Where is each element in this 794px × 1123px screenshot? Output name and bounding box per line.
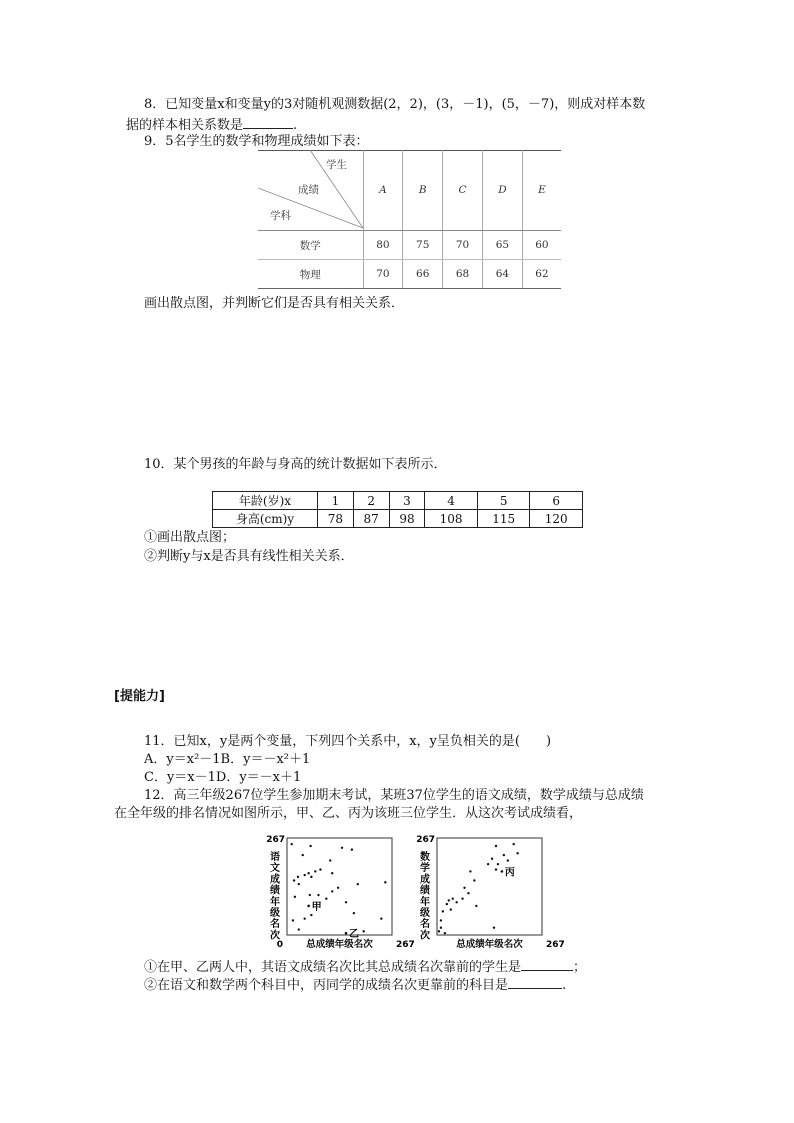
header-score: 成绩 <box>298 184 319 196</box>
scatter-point <box>310 914 312 916</box>
scatter-point <box>461 897 463 899</box>
subject-physics: 物理 <box>258 260 363 289</box>
physics-score: 68 <box>443 260 483 289</box>
scatter-point <box>446 903 448 905</box>
header-subject: 学科 <box>270 210 291 222</box>
q12-q1-end: ； <box>573 960 587 975</box>
scatter-point <box>448 899 450 901</box>
height-value: 87 <box>353 510 389 528</box>
scatter-point <box>495 845 497 847</box>
y-axis-label-char: 级 <box>420 908 430 919</box>
height-value: 120 <box>530 510 583 528</box>
age-value: 4 <box>425 492 478 510</box>
table-row <box>213 492 583 510</box>
physics-score: 70 <box>363 260 403 289</box>
q9-intro: 9．5名学生的数学和物理成绩如下表： <box>144 134 369 149</box>
physics-score: 66 <box>403 260 443 289</box>
y-axis-label-char: 级 <box>270 908 280 919</box>
plot-frame <box>287 838 392 935</box>
scatter-point <box>469 870 471 872</box>
x-tick-label: 267 <box>546 940 565 950</box>
scatter-point <box>463 887 465 889</box>
y-axis-label-char: 成 <box>270 874 280 886</box>
scatter-point <box>297 876 299 878</box>
scatter-point <box>314 870 316 872</box>
math-score: 80 <box>363 231 403 260</box>
q12-line1: 12．高三年级267位学生参加期末考试，某班37位学生的语文成绩，数学成绩与总成绩 <box>144 788 644 803</box>
y-axis-label-char: 年 <box>420 896 430 908</box>
q10-task1: ①画出散点图； <box>144 530 236 545</box>
plot-frame <box>437 838 542 935</box>
q12-q1-answer-blank[interactable] <box>521 958 573 971</box>
scatter-point <box>292 919 294 921</box>
point-annotation-label: 甲 <box>311 901 322 913</box>
scatter-point <box>341 847 343 849</box>
section-heading: [提能力] <box>114 689 165 704</box>
math-score: 65 <box>482 231 522 260</box>
q12-q1 <box>144 958 586 976</box>
scatter-point <box>309 845 311 847</box>
chinese-rank-scatter-plot <box>262 830 415 955</box>
y-axis-label-char: 名 <box>420 919 430 931</box>
student-b: B <box>403 150 443 231</box>
scatter-point <box>452 897 454 899</box>
y-axis-label-char: 名 <box>270 919 280 931</box>
y-axis-label-char: 数 <box>420 852 430 863</box>
physics-score: 64 <box>482 260 522 289</box>
age-value: 3 <box>389 492 425 510</box>
q8-line1: 8．已知变量x和变量y的3对随机观测数据(2，2)，(3，－1)，(5，－7)，则成对样本数 <box>144 97 646 112</box>
y-axis-label-char: 成 <box>420 874 430 886</box>
q10-data-table <box>212 491 583 528</box>
scatter-point <box>442 910 444 912</box>
scatter-point <box>331 890 333 892</box>
scatter-point <box>497 863 499 865</box>
q12-q2-end: . <box>562 978 567 993</box>
table-row <box>258 231 561 260</box>
annotated-point <box>307 905 310 908</box>
x-axis-label: 总成绩年级名次 <box>306 939 373 950</box>
y-axis-label-char: 语 <box>270 852 280 863</box>
scatter-point <box>293 879 295 881</box>
y-tick-label: 267 <box>266 835 285 845</box>
scatter-point <box>307 872 309 874</box>
scatter-point <box>516 852 518 854</box>
y-axis-label-char: 次 <box>270 930 280 942</box>
student-a: A <box>363 150 403 231</box>
age-value: 6 <box>530 492 583 510</box>
annotated-point <box>345 932 348 935</box>
scatter-point <box>475 905 477 907</box>
q8-line2-end: . <box>293 118 298 133</box>
height-value: 98 <box>389 510 425 528</box>
age-value: 5 <box>477 492 530 510</box>
scatter-point <box>444 932 446 934</box>
x-axis-label: 总成绩年级名次 <box>456 939 523 950</box>
q9-score-table <box>258 150 561 289</box>
scatter-point <box>473 879 475 881</box>
q11-stem: 11．已知x，y是两个变量，下列四个关系中，x，y呈负相关的是( ) <box>144 734 552 749</box>
physics-score: 62 <box>522 260 561 289</box>
scatter-point <box>495 868 497 870</box>
header-student: 学生 <box>326 159 347 171</box>
q9-task: 画出散点图，并判断它们是否具有相关关系． <box>144 296 405 311</box>
y-axis-label-char: 学 <box>420 863 430 875</box>
height-value: 115 <box>477 510 530 528</box>
scatter-point <box>357 883 359 885</box>
scatter-point <box>302 854 304 856</box>
q10-task2: ②判断y与x是否具有线性相关关系． <box>144 549 354 564</box>
table-row <box>258 260 561 289</box>
scatter-point <box>384 881 386 883</box>
age-label: 年龄(岁)x <box>213 492 318 510</box>
age-value: 2 <box>353 492 389 510</box>
height-value: 108 <box>425 510 478 528</box>
y-axis-label-char: 绩 <box>420 885 430 897</box>
q8-line2 <box>126 116 297 134</box>
age-value: 1 <box>318 492 354 510</box>
height-value: 78 <box>318 510 354 528</box>
scatter-point <box>310 876 312 878</box>
q12-q2-text: ②在语文和数学两个科目中，丙同学的成绩名次更靠前的科目是 <box>144 978 509 993</box>
scatter-point <box>329 859 331 861</box>
table-row <box>213 510 583 528</box>
scatter-point <box>345 901 347 903</box>
scatter-point <box>309 894 311 896</box>
scatter-point <box>440 927 442 929</box>
scatter-point <box>507 859 509 861</box>
scatter-point <box>455 901 457 903</box>
y-axis-label-char: 绩 <box>270 885 280 897</box>
scatter-point <box>331 872 333 874</box>
q11-options-cd: C．y＝x－1D．y＝－x＋1 <box>144 770 302 785</box>
q12-line2: 在全年级的排名情况如图所示，甲、乙、丙为该班三位学生．从这次考试成绩看， <box>114 806 583 821</box>
scatter-point <box>512 843 514 845</box>
scatter-point <box>353 912 355 914</box>
point-annotation-label: 丙 <box>504 867 515 879</box>
scatter-point <box>440 919 442 921</box>
y-axis-label-char: 年 <box>270 896 280 908</box>
y-axis-label-char: 文 <box>270 863 280 875</box>
scatter-point <box>351 848 353 850</box>
scatter-point <box>294 896 296 898</box>
height-label: 身高(cm)y <box>213 510 318 528</box>
subject-math: 数学 <box>258 231 363 260</box>
q11-options-ab: A．y＝x²－1B．y＝－x²＋1 <box>144 752 311 767</box>
scatter-point <box>491 858 493 860</box>
point-annotation-label: 乙 <box>348 929 359 941</box>
math-score: 75 <box>403 231 443 260</box>
q12-q1-text: ①在甲、乙两人中，其语文成绩名次比其总成绩名次靠前的学生是 <box>144 960 522 975</box>
scatter-point <box>450 908 452 910</box>
scatter-point <box>298 928 300 930</box>
q8-line2-text: 据的样本相关系数是 <box>126 118 244 133</box>
scatter-point <box>291 843 293 845</box>
q8-answer-blank[interactable] <box>243 116 293 129</box>
scatter-point <box>325 897 327 899</box>
annotated-point <box>501 870 504 873</box>
scatter-point <box>493 927 495 929</box>
q10-intro: 10．某个男孩的年龄与身高的统计数据如下表所示． <box>144 457 447 472</box>
scatter-point <box>337 887 339 889</box>
math-rank-scatter-plot <box>412 830 565 955</box>
scatter-point <box>303 874 305 876</box>
q12-q2 <box>144 976 566 994</box>
student-d: D <box>482 150 522 231</box>
scatter-point <box>317 894 319 896</box>
q12-q2-answer-blank[interactable] <box>508 976 562 989</box>
q9-diagonal-header <box>258 150 363 231</box>
scatter-point <box>319 868 321 870</box>
x-tick-label: 267 <box>396 940 415 950</box>
y-axis-label-char: 次 <box>420 930 430 942</box>
math-score: 60 <box>522 231 561 260</box>
scatter-point <box>362 930 364 932</box>
scatter-point <box>303 917 305 919</box>
scatter-point <box>503 854 505 856</box>
math-score: 70 <box>443 231 483 260</box>
scatter-point <box>298 883 300 885</box>
scatter-point <box>380 917 382 919</box>
scatter-point <box>438 930 440 932</box>
scatter-point <box>487 863 489 865</box>
scatter-point <box>467 892 469 894</box>
student-e: E <box>522 150 561 231</box>
x-tick-label: 0 <box>276 940 283 950</box>
student-c: C <box>443 150 483 231</box>
y-tick-label: 267 <box>416 835 435 845</box>
